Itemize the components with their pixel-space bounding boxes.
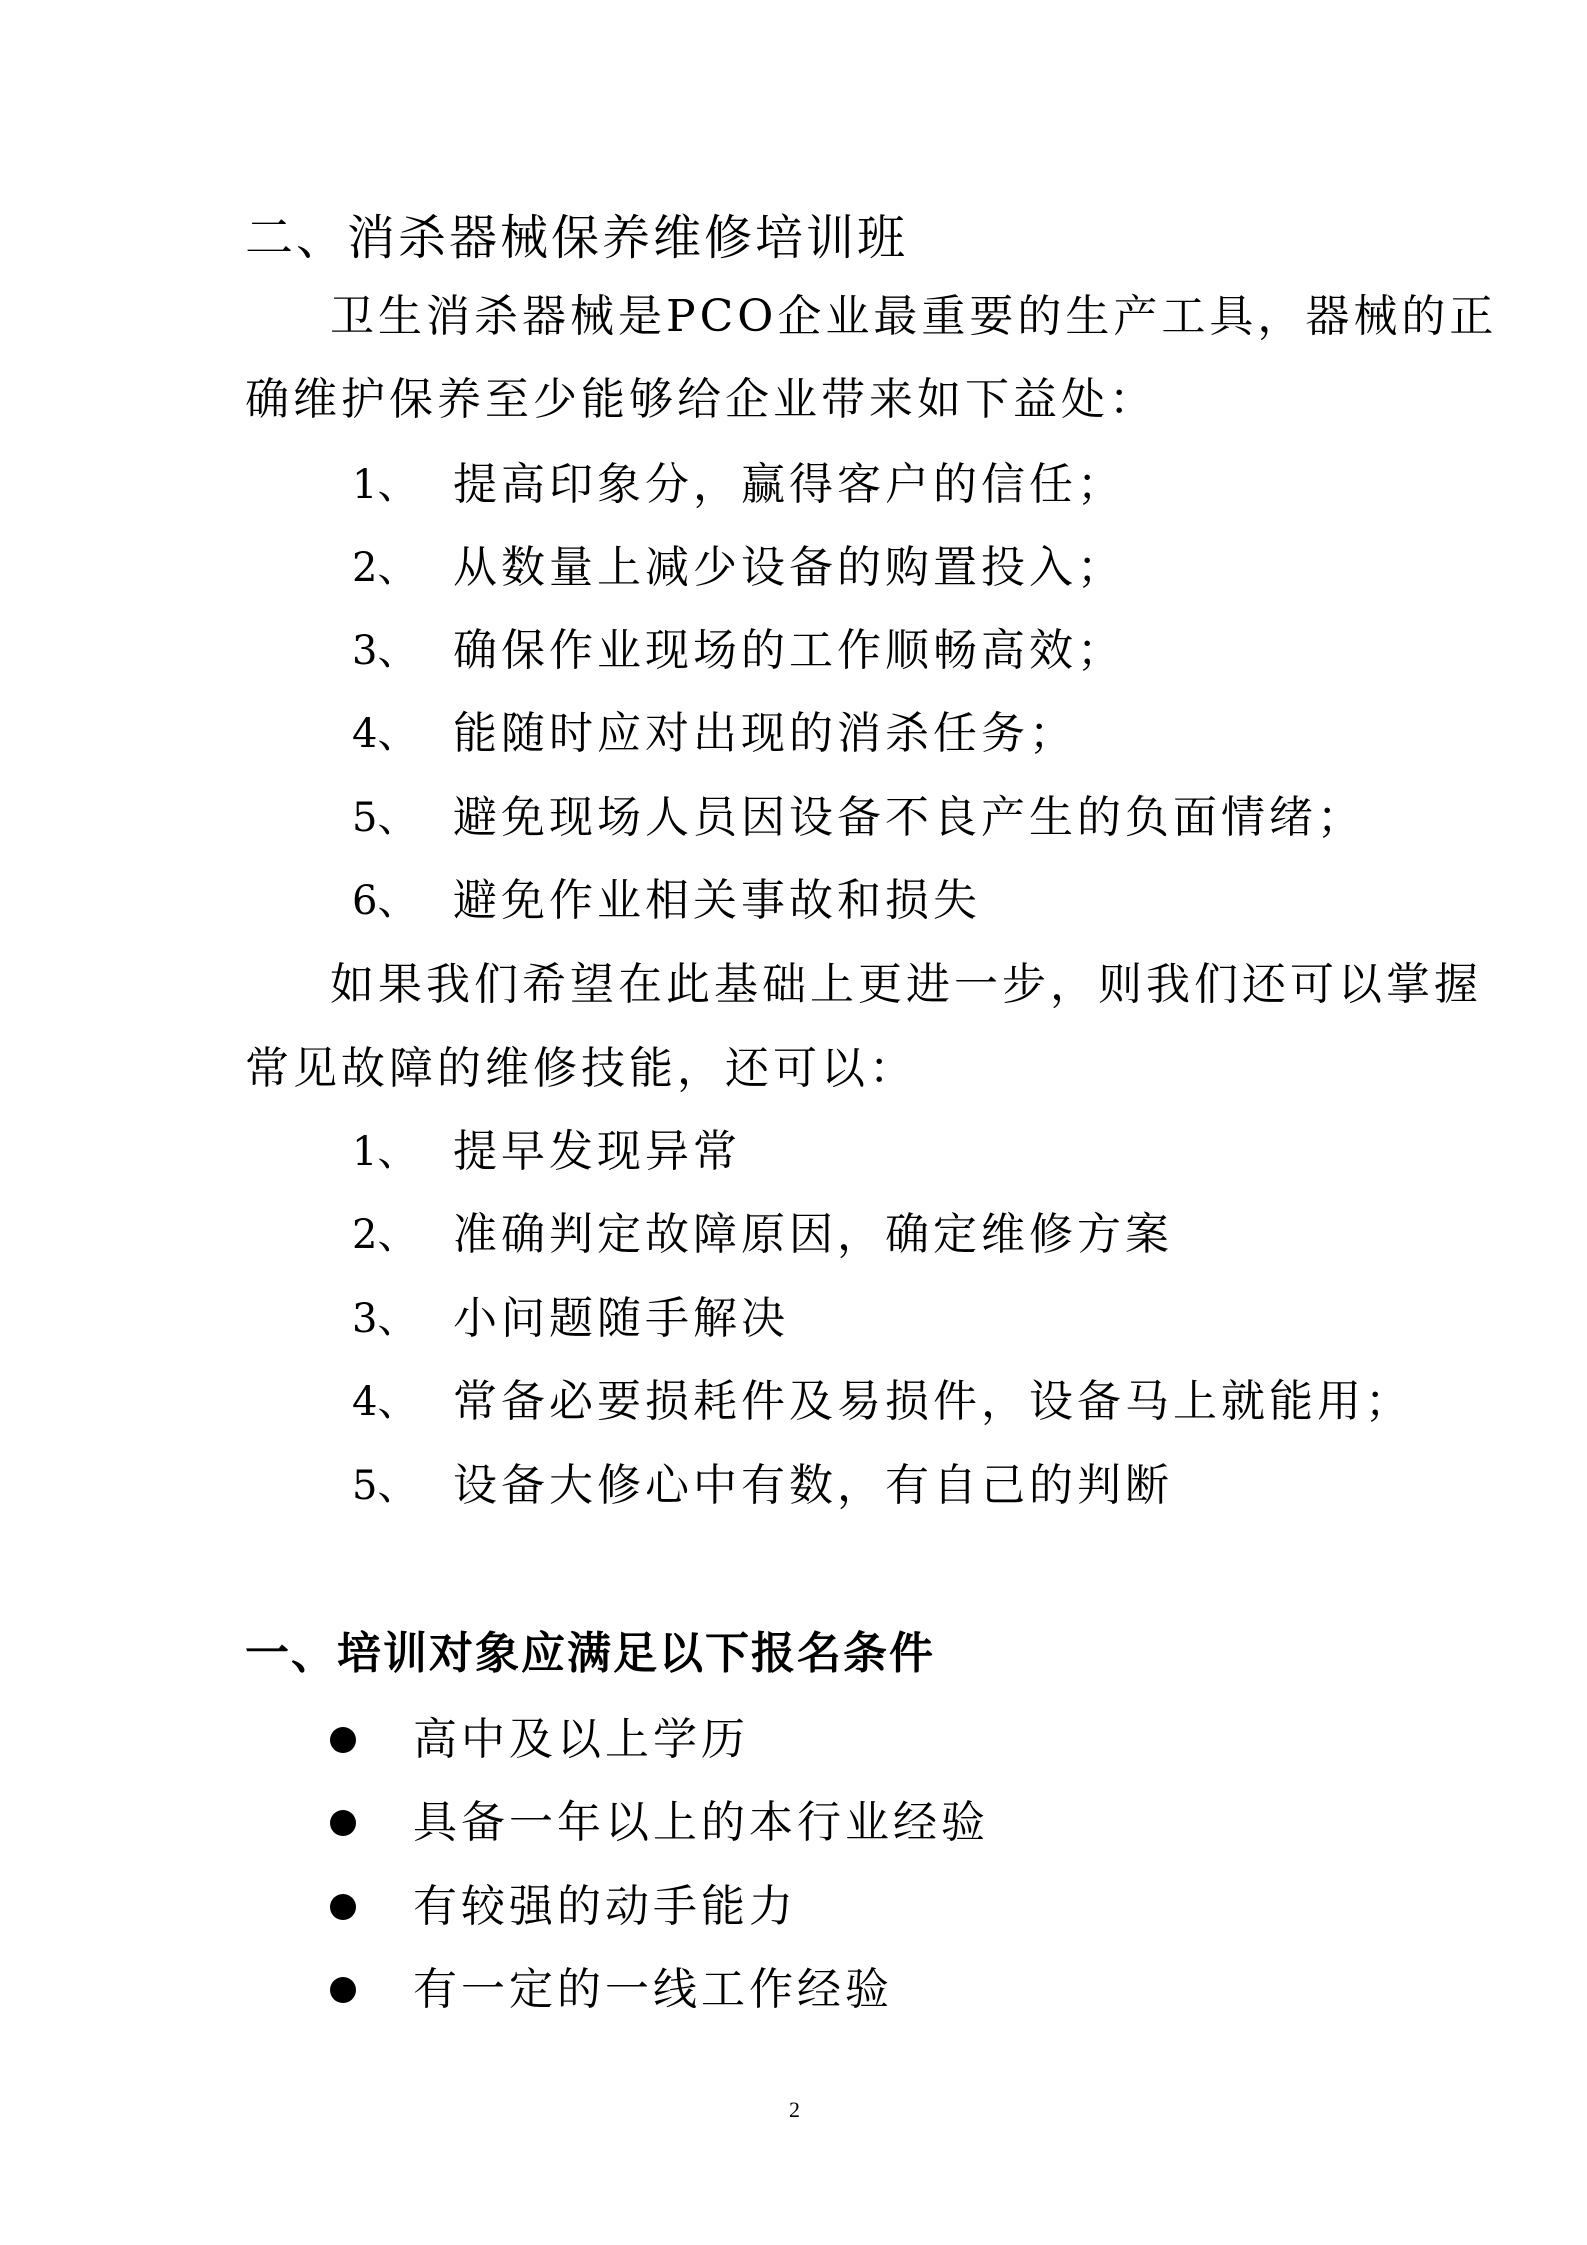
benefit-item: 确保作业现场的工作顺畅高效； [453, 625, 1125, 676]
page-number: 2 [789, 2097, 800, 2122]
benefit-item: 避免作业相关事故和损失 [453, 875, 981, 926]
skill-number: 3、 [352, 1296, 418, 1342]
bullet-icon [330, 1977, 356, 2003]
benefit-number: 4、 [352, 711, 418, 757]
bullet-icon [330, 1727, 356, 1753]
skill-item: 提早发现异常 [453, 1126, 741, 1177]
skill-item: 设备大修心中有数，有自己的判断 [453, 1460, 1173, 1511]
requirement-item: 有较强的动手能力 [413, 1881, 797, 1932]
benefit-number: 5、 [352, 795, 418, 841]
benefit-item: 提高印象分，赢得客户的信任； [453, 459, 1125, 510]
benefit-number: 3、 [352, 628, 418, 674]
requirements-heading: 一、培训对象应满足以下报名条件 [245, 1628, 935, 1679]
benefit-number: 6、 [352, 878, 418, 924]
skill-number: 5、 [352, 1463, 418, 1509]
benefit-number: 2、 [352, 545, 418, 591]
skill-number: 2、 [352, 1212, 418, 1258]
benefit-item: 从数量上减少设备的购置投入； [453, 542, 1125, 593]
skill-number: 4、 [352, 1379, 418, 1425]
skill-item: 常备必要损耗件及易损件，设备马上就能用； [453, 1376, 1413, 1427]
intro-line-1: 卫生消杀器械是PCO企业最重要的生产工具，器械的正 [330, 291, 1498, 342]
benefit-number: 1、 [352, 462, 418, 508]
bullet-icon [330, 1810, 356, 1836]
requirement-item: 高中及以上学历 [413, 1714, 749, 1765]
bullet-icon [330, 1894, 356, 1920]
requirement-item: 有一定的一线工作经验 [413, 1964, 893, 2015]
further-line-2: 常见故障的维修技能，还可以： [245, 1043, 917, 1094]
benefit-item: 能随时应对出现的消杀任务； [453, 708, 1077, 759]
benefit-item: 避免现场人员因设备不良产生的负面情绪； [453, 792, 1365, 843]
skill-item: 准确判定故障原因，确定维修方案 [453, 1209, 1173, 1260]
section-heading: 二、消杀器械保养维修培训班 [245, 210, 909, 266]
skill-number: 1、 [352, 1129, 418, 1175]
further-line-1: 如果我们希望在此基础上更进一步，则我们还可以掌握 [330, 959, 1482, 1010]
skill-item: 小问题随手解决 [453, 1293, 789, 1344]
intro-line-2: 确维护保养至少能够给企业带来如下益处： [245, 374, 1157, 425]
requirement-item: 具备一年以上的本行业经验 [413, 1797, 989, 1848]
